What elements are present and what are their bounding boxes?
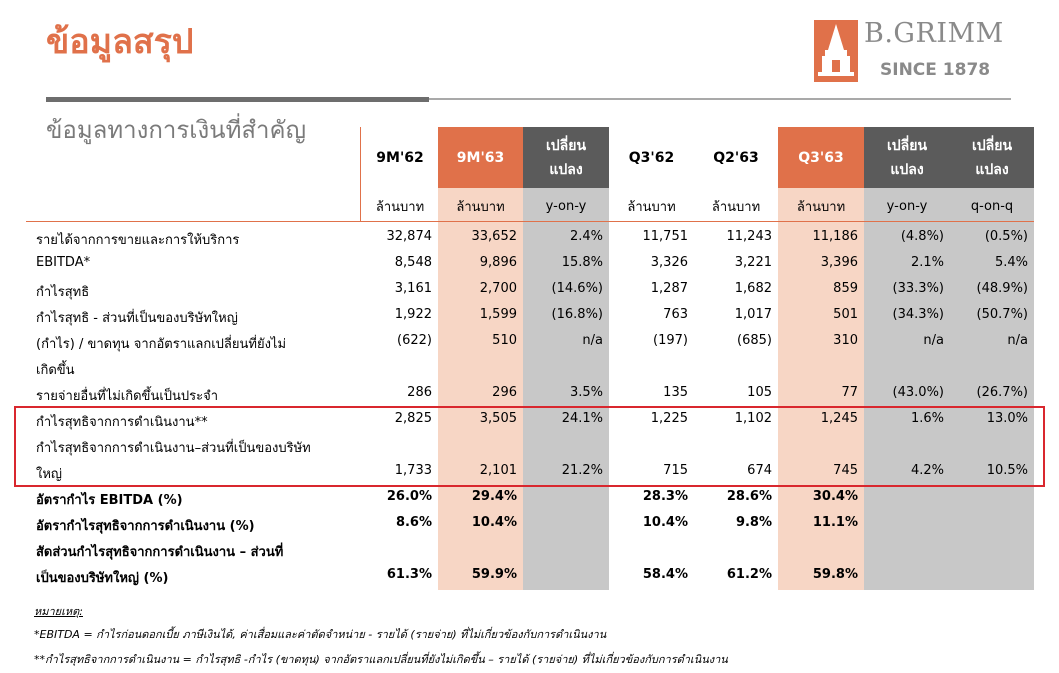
column-unit: ล้านบาท [627,199,676,215]
note-operating-profit: **กำไรสุทธิจากการดำเนินงาน = กำไรสุทธิ -กำไร (ขาดทุน) จากอัตราแลกเปลี่ยนที่ยังไม่เกิดขึ้น – รายได้ (รายจ่าย) ที่ไม่เกี่ยวข้องกับการดำเนินงาน [34,653,728,666]
table-cell: 135 [663,385,688,400]
table-cell: (0.5%) [984,229,1028,244]
column-unit: y-on-y [886,198,928,214]
row-label: กำไรสุทธิ [36,285,90,300]
column-unit: ล้านบาท [711,199,761,215]
temple-emblem-icon [814,20,858,82]
table-cell: 8,548 [394,255,432,270]
title-divider-light [429,98,1011,100]
column-header: เปลี่ยน แปลง [545,137,587,178]
table-cell: 58.4% [642,567,688,582]
table-cell: 5.4% [994,255,1028,270]
table-cell: 10.4% [642,515,688,530]
table-cell: 1,017 [734,307,772,322]
row-label: อัตรากำไรสุทธิจากการดำเนินงาน (%) [36,519,255,534]
table-cell: (622) [397,333,432,348]
table-cell: 286 [407,385,432,400]
page-title: ข้อมูลสรุป [46,22,194,62]
table-cell: 28.6% [726,489,772,504]
table-cell: (685) [737,333,772,348]
notes-heading: หมายเหตุ: [34,605,83,618]
column-unit: q-on-q [970,198,1014,214]
table-cell: (33.3%) [892,281,944,296]
table-cell: n/a [923,333,944,348]
table-cell: 1,922 [394,307,432,322]
logo-since-text: SINCE 1878 [880,60,991,80]
column-unit: ล้านบาท [456,199,505,215]
table-cell: 11.1% [812,515,858,530]
table-cell: 3,505 [479,411,517,426]
table-cell: (48.9%) [976,281,1028,296]
table-cell: 32,874 [386,229,432,244]
table-cell: 715 [663,463,688,478]
row-label: (กำไร) / ขาดทุน จากอัตราแลกเปลี่ยนที่ยังไม่ [36,337,287,352]
table-cell: 8.6% [395,515,432,530]
table-cell: 29.4% [471,489,517,504]
table-cell: (197) [653,333,688,348]
row-label: กำไรสุทธิจากการดำเนินงาน** [36,415,208,430]
table-cell: 24.1% [561,411,603,426]
table-cell: (50.7%) [976,307,1028,322]
table-cell: 77 [841,385,858,400]
row-label: รายจ่ายอื่นที่ไม่เกิดขึ้นเป็นประจำ [36,389,219,404]
table-cell: (4.8%) [900,229,944,244]
table-cell: 1,682 [734,281,772,296]
row-label: เกิดขึ้น [36,363,75,378]
row-label: กำไรสุทธิจากการดำเนินงาน–ส่วนที่เป็นของบริษัท [36,441,311,456]
column-header: เปลี่ยน แปลง [886,137,928,178]
table-cell: 1,225 [650,411,688,426]
table-cell: 3,396 [820,255,858,270]
table-cell: 21.2% [561,463,603,478]
table-cell: 3,161 [394,281,432,296]
row-label: กำไรสุทธิ - ส่วนที่เป็นของบริษัทใหญ่ [36,311,238,326]
table-cell: 9.8% [735,515,772,530]
column-header: 9M'62 [376,149,424,166]
column-header: Q3'63 [798,149,844,166]
table-cell: 10.5% [986,463,1028,478]
table-cell: 859 [833,281,858,296]
table-cell: 2,825 [394,411,432,426]
table-cell: n/a [1007,333,1028,348]
column-unit: ล้านบาท [375,199,425,215]
table-cell: 59.9% [471,567,517,582]
table-cell: 13.0% [986,411,1028,426]
table-cell: 30.4% [812,489,858,504]
table-cell: 674 [747,463,772,478]
table-cell: (26.7%) [976,385,1028,400]
header-horizontal-divider [26,221,1034,222]
table-cell: 33,652 [471,229,517,244]
table-cell: 15.8% [561,255,603,270]
table-cell: 3,326 [650,255,688,270]
table-cell: (34.3%) [892,307,944,322]
section-subtitle: ข้อมูลทางการเงินที่สำคัญ [46,116,307,144]
company-logo [814,18,1014,84]
operating-profit-highlight-box [14,406,1045,487]
table-cell: 61.2% [726,567,772,582]
table-cell: 2.4% [569,229,603,244]
table-cell: 4.2% [910,463,944,478]
table-cell: 61.3% [386,567,432,582]
row-label: อัตรากำไร EBITDA (%) [36,493,183,508]
row-label: สัดส่วนกำไรสุทธิจากการดำเนินงาน – ส่วนที่ [36,545,284,560]
column-header: เปลี่ยน แปลง [971,137,1013,178]
table-cell: 28.3% [642,489,688,504]
table-cell: 11,751 [642,229,688,244]
table-cell: (16.8%) [551,307,603,322]
table-cell: 1.6% [910,411,944,426]
table-cell: 763 [663,307,688,322]
table-cell: 296 [492,385,517,400]
table-cell: 11,186 [812,229,858,244]
table-cell: 9,896 [479,255,517,270]
table-cell: 3.5% [569,385,603,400]
table-cell: (14.6%) [551,281,603,296]
table-cell: 510 [492,333,517,348]
table-cell: (43.0%) [892,385,944,400]
row-label: รายได้จากการขายและการให้บริการ [36,233,240,248]
table-cell: 310 [833,333,858,348]
table-cell: 2.1% [910,255,944,270]
table-cell: 105 [747,385,772,400]
table-cell: 1,102 [734,411,772,426]
table-cell: 10.4% [471,515,517,530]
column-header: Q2'63 [713,149,759,166]
row-label: ใหญ่ [36,467,62,482]
row-label: EBITDA* [36,255,91,270]
table-cell: 26.0% [386,489,432,504]
table-cell: 3,221 [734,255,772,270]
column-header: 9M'63 [456,149,505,166]
title-divider-dark [46,97,429,102]
table-cell: 501 [833,307,858,322]
table-cell: 745 [833,463,858,478]
table-cell: 2,101 [479,463,517,478]
header-vertical-divider [360,127,361,221]
logo-brand-text: B.GRIMM [864,18,1004,49]
table-cell: 2,700 [479,281,517,296]
note-ebitda: *EBITDA = กำไรก่อนดอกเบี้ย ภาษีเงินได้, ค่าเสื่อมและค่าตัดจำหน่าย - รายได้ (รายจ่าย) ที่ไม่เกี่ยวข้องกับการดำเนินงาน [34,628,607,641]
column-unit: y-on-y [545,198,587,214]
table-cell: 1,599 [479,307,517,322]
table-cell: n/a [582,333,603,348]
row-label: เป็นของบริษัทใหญ่ (%) [36,571,169,586]
table-cell: 1,245 [820,411,858,426]
column-header: Q3'62 [628,149,675,166]
table-cell: 11,243 [726,229,772,244]
table-cell: 59.8% [812,567,858,582]
table-cell: 1,287 [650,281,688,296]
table-cell: 1,733 [394,463,432,478]
column-unit: ล้านบาท [796,199,846,215]
